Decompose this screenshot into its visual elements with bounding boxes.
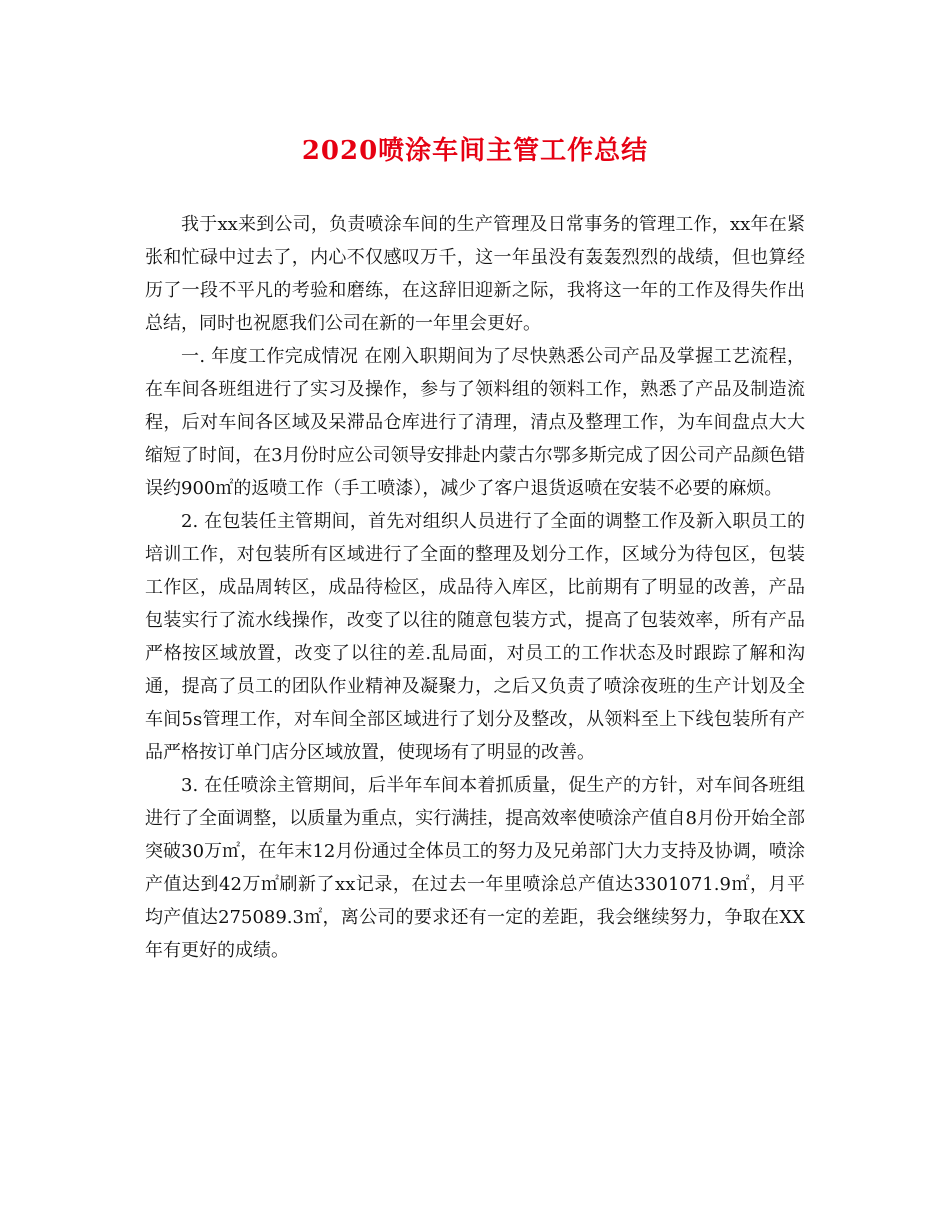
document-title: 2020喷涂车间主管工作总结 [301,136,649,166]
paragraph-packaging: 2. 在包装任主管期间，首先对组织人员进行了全面的调整工作及新入职员工的培训工作，对包装所有区域进行了全面的整理及划分工作，区域分为待包区，包装工作区，成品周转区，成品待检区，成品待入库区，比前期有了明显的改善，产品包装实行了流水线操作，改变了以往的随意包装方式，提高了包装效率，所有产品严格按区域放置，改变了以往的差.乱局面，对员工的工作状态及时跟踪了解和沟通，提高了员工的团队作业精神及凝聚力，之后又负责了喷涂夜班的生产计划及全车间5s管理工作，对车间全部区域进行了划分及整改，从领料至上下线包装所有产品严格按订单门店分区域放置，使现场有了明显的改善。 [145,511,805,763]
paragraph-intro: 我于xx来到公司，负责喷涂车间的生产管理及日常事务的管理工作，xx年在紧张和忙碌中过去了，内心不仅感叹万千，这一年虽没有轰轰烈烈的战绩，但也算经历了一段不平凡的考验和磨练，在这辞旧迎新之际，我将这一年的工作及得失作出总结，同时也祝愿我们公司在新的一年里会更好。 [145,214,805,334]
paragraph-spraying: 3. 在任喷涂主管期间，后半年车间本着抓质量，促生产的方针，对车间各班组进行了全面调整，以质量为重点，实行满挂，提高效率使喷涂产值自8月份开始全部突破30万㎡，在年末12月份通过全体员工的努力及兄弟部门大力支持及协调，喷涂产值达到42万㎡刷新了xx记录，在过去一年里喷涂总产值达3301071.9㎡，月平均产值达275089.3㎡，离公司的要求还有一定的差距，我会继续努力，争取在XX年有更好的成绩。 [145,775,805,961]
document-body [145,208,805,967]
paragraph-annual-work: 一. 年度工作完成情况 在刚入职期间为了尽快熟悉公司产品及掌握工艺流程，在车间各班组进行了实习及操作，参与了领料组的领料工作，熟悉了产品及制造流程，后对车间各区域及呆滞品仓库进行了清理，清点及整理工作，为车间盘点大大缩短了时间，在3月份时应公司领导安排赴内蒙古尔鄂多斯完成了因公司产品颜色错误约900㎡的返喷工作（手工喷漆），减少了客户退货返喷在安装不必要的麻烦。 [145,346,805,499]
